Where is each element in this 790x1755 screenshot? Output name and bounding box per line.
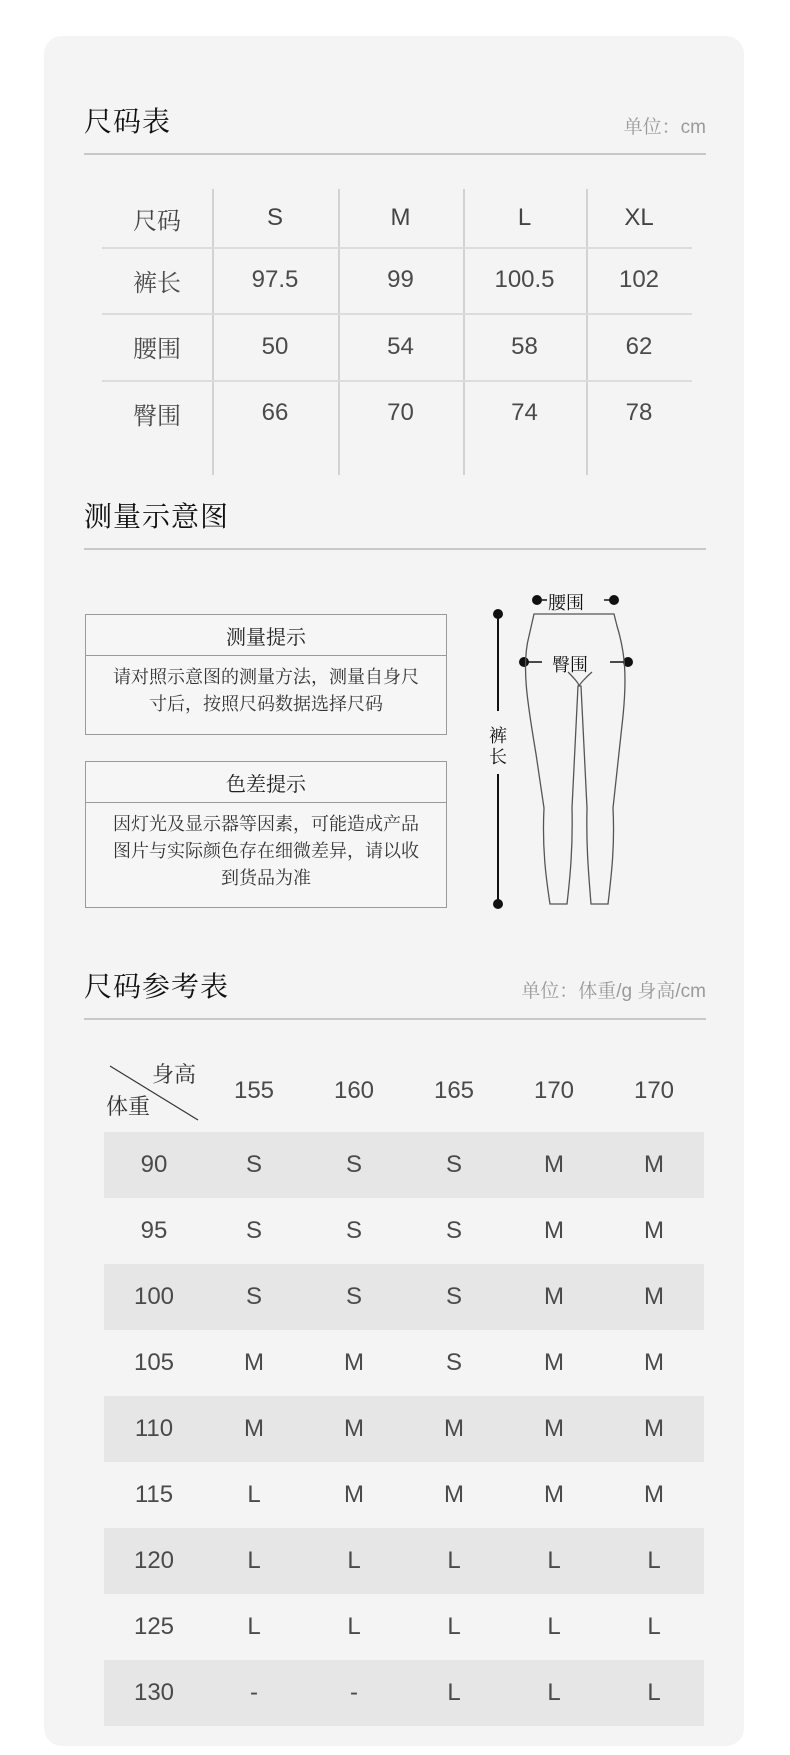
table-row-label: 腰围 bbox=[133, 336, 181, 363]
size-cell: L bbox=[647, 1613, 661, 1640]
size-cell: S bbox=[245, 1217, 262, 1244]
table-cell: 97.5 bbox=[251, 266, 299, 293]
weight-cell: 90 bbox=[140, 1151, 168, 1178]
table-header-cell: L bbox=[517, 204, 532, 231]
waist-label: 腰围 bbox=[548, 593, 584, 613]
table-cell: 70 bbox=[387, 399, 414, 426]
measure-tip-box bbox=[85, 614, 447, 735]
size-cell: M bbox=[344, 1481, 364, 1508]
table-row bbox=[104, 1462, 704, 1528]
size-cell: L bbox=[447, 1547, 461, 1574]
table-row-label: 臀围 bbox=[133, 402, 181, 430]
size-cell: M bbox=[544, 1481, 564, 1508]
table-header-cell: XL bbox=[624, 204, 654, 231]
table-cell: 50 bbox=[261, 332, 289, 360]
corner-weight-label: 体重 bbox=[106, 1094, 151, 1119]
pants-diagram bbox=[484, 586, 684, 916]
measure-tip-text: 请对照示意图的测量方法，测量自身尺寸后，按照尺码数据选择尺码 bbox=[113, 667, 419, 714]
size-cell: L bbox=[247, 1481, 261, 1508]
size-cell: M bbox=[444, 1481, 464, 1508]
size-cell: - bbox=[350, 1679, 358, 1706]
size-cell: M bbox=[644, 1481, 664, 1508]
color-tip-text: 因灯光及显示器等因素，可能造成产品图片与实际颜色存在细微差异，请以收到货品为准 bbox=[113, 814, 419, 888]
measure-dot bbox=[609, 595, 619, 605]
table-cell: 102 bbox=[618, 266, 660, 293]
table-header-cell: M bbox=[390, 204, 411, 231]
measure-title: 测量示意图 bbox=[84, 501, 230, 532]
size-cell: S bbox=[245, 1283, 262, 1310]
weight-cell: 100 bbox=[133, 1283, 175, 1310]
table-cell: 100.5 bbox=[494, 266, 555, 293]
height-header: 165 bbox=[433, 1077, 475, 1104]
weight-cell: 125 bbox=[133, 1613, 175, 1640]
size-cell: S bbox=[445, 1349, 462, 1376]
size-cell: S bbox=[445, 1217, 462, 1244]
length-label-char: 裤 bbox=[489, 726, 507, 746]
measure-dot bbox=[532, 595, 542, 605]
size-cell: M bbox=[544, 1217, 564, 1244]
corner-height-label: 身高 bbox=[152, 1062, 197, 1087]
size-cell: M bbox=[544, 1415, 564, 1442]
color-tip-box bbox=[85, 761, 447, 908]
size-cell: M bbox=[644, 1349, 664, 1376]
size-cell: L bbox=[447, 1679, 461, 1706]
size-cell: M bbox=[644, 1415, 664, 1442]
reference-divider bbox=[84, 1018, 706, 1020]
size-cell: - bbox=[250, 1679, 258, 1706]
table-cell: 78 bbox=[625, 399, 653, 426]
size-cell: M bbox=[444, 1415, 464, 1442]
table-row bbox=[104, 1528, 704, 1594]
height-header: 170 bbox=[533, 1077, 575, 1104]
size-cell: M bbox=[544, 1151, 564, 1178]
measure-divider bbox=[84, 548, 706, 550]
size-cell: M bbox=[244, 1415, 264, 1442]
size-cell: L bbox=[347, 1547, 361, 1574]
size-cell: M bbox=[344, 1415, 364, 1442]
hip-label: 臀围 bbox=[552, 655, 588, 675]
size-cell: S bbox=[345, 1217, 362, 1244]
table-row bbox=[104, 1396, 704, 1462]
size-cell: L bbox=[647, 1547, 661, 1574]
size-chart-unit: 单位：cm bbox=[623, 117, 706, 138]
weight-cell: 110 bbox=[134, 1415, 174, 1442]
table-header-cell: 尺码 bbox=[133, 207, 181, 235]
table-row-label: 裤长 bbox=[133, 269, 181, 297]
table-row bbox=[104, 1198, 704, 1264]
table-cell: 74 bbox=[511, 399, 538, 426]
size-chart-title: 尺码表 bbox=[84, 106, 172, 137]
length-label-char: 长 bbox=[489, 747, 507, 767]
reference-unit: 单位：体重/g 身高/cm bbox=[521, 981, 706, 1002]
size-cell: L bbox=[547, 1547, 561, 1574]
table-row bbox=[104, 1660, 704, 1726]
size-table bbox=[102, 189, 692, 475]
table-cell: 66 bbox=[261, 399, 289, 426]
table-row bbox=[104, 1132, 704, 1198]
weight-cell: 130 bbox=[133, 1679, 175, 1706]
height-header: 170 bbox=[633, 1077, 675, 1104]
color-tip-title: 色差提示 bbox=[86, 762, 446, 803]
size-cell: M bbox=[644, 1283, 664, 1310]
size-cell: S bbox=[445, 1283, 462, 1310]
size-cell: L bbox=[547, 1613, 561, 1640]
size-cell: L bbox=[347, 1613, 361, 1640]
table-cell: 62 bbox=[625, 332, 653, 360]
table-row bbox=[104, 1594, 704, 1660]
corner-cell bbox=[104, 1056, 204, 1126]
size-cell: S bbox=[345, 1283, 362, 1310]
size-cell: M bbox=[544, 1349, 564, 1376]
weight-cell: 120 bbox=[133, 1547, 175, 1574]
weight-cell: 95 bbox=[140, 1217, 168, 1244]
length-label bbox=[489, 726, 507, 768]
size-chart-divider bbox=[84, 153, 706, 155]
size-cell: L bbox=[247, 1613, 261, 1640]
table-cell: 99 bbox=[387, 266, 414, 293]
size-cell: L bbox=[647, 1679, 661, 1706]
table-cell: 54 bbox=[387, 332, 414, 360]
size-cell: M bbox=[644, 1217, 664, 1244]
reference-title: 尺码参考表 bbox=[84, 971, 230, 1002]
size-cell: M bbox=[344, 1349, 364, 1376]
measure-dot bbox=[493, 899, 503, 909]
height-header: 155 bbox=[233, 1077, 275, 1104]
size-cell: L bbox=[547, 1679, 561, 1706]
table-row bbox=[104, 1330, 704, 1396]
table-cell: 58 bbox=[511, 332, 538, 360]
measure-dot bbox=[519, 657, 529, 667]
size-guide-card bbox=[44, 36, 744, 1746]
size-cell: S bbox=[445, 1151, 462, 1178]
measure-tip-title: 测量提示 bbox=[86, 615, 446, 656]
table-row bbox=[104, 1264, 704, 1330]
size-cell: M bbox=[244, 1349, 264, 1376]
size-cell: S bbox=[245, 1151, 262, 1178]
weight-cell: 115 bbox=[134, 1481, 174, 1508]
height-header: 160 bbox=[333, 1077, 375, 1104]
size-cell: S bbox=[345, 1151, 362, 1178]
size-cell: M bbox=[644, 1151, 664, 1178]
size-cell: L bbox=[447, 1613, 461, 1640]
measure-dot bbox=[493, 609, 503, 619]
size-cell: M bbox=[544, 1283, 564, 1310]
table-header-cell: S bbox=[266, 204, 283, 231]
size-cell: L bbox=[247, 1547, 261, 1574]
weight-cell: 105 bbox=[133, 1349, 175, 1376]
